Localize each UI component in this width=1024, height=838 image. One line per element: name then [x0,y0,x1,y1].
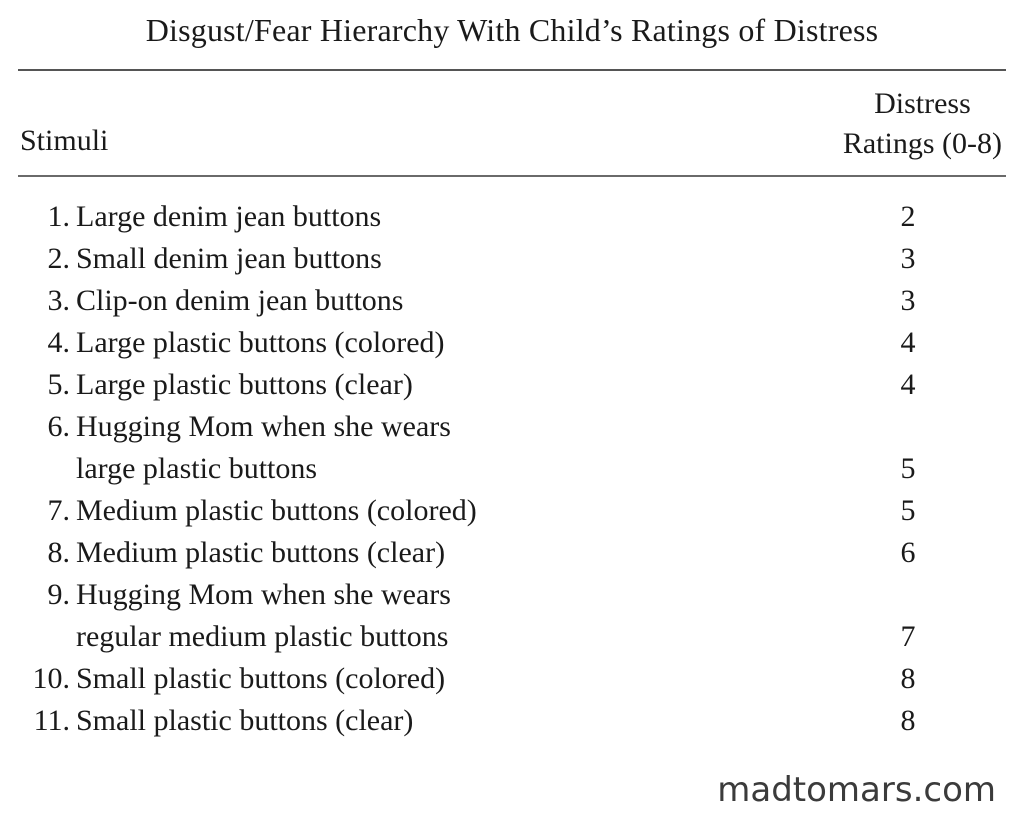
row-rating: 5 [900,452,916,485]
table-row [0,280,1024,322]
table-row [0,196,1024,238]
row-stimulus: Medium plastic buttons (clear) [76,536,446,569]
column-header-ratings-line1: Distress [874,87,971,120]
row-rating: 4 [900,326,916,359]
row-stimulus: Clip-on denim jean buttons [76,284,404,317]
watermark: madtomars.com [717,770,996,810]
table-body [0,196,1024,742]
table-row [0,364,1024,406]
table-title: Disgust/Fear Hierarchy With Child’s Ratings of Distress [145,12,879,48]
column-header-ratings [843,84,1002,164]
row-stimulus: Medium plastic buttons (colored) [76,494,477,527]
row-rating: 6 [900,536,916,569]
row-rating: 5 [900,494,916,527]
row-stimulus: Hugging Mom when she wears regular medium plastic buttons [76,578,451,653]
row-number: 3. [47,284,70,317]
row-stimulus: Small plastic buttons (clear) [76,704,414,737]
row-rating: 3 [900,284,916,317]
row-stimulus: Large plastic buttons (colored) [76,326,445,359]
row-number: 1. [47,200,70,233]
row-number: 11. [33,704,70,737]
row-number: 7. [47,494,70,527]
row-stimulus: Hugging Mom when she wears large plastic buttons [76,410,451,485]
table-row [0,322,1024,364]
row-number: 9. [47,578,70,611]
table-row [0,406,1024,490]
top-rule [18,69,1006,71]
table-row [0,700,1024,742]
row-number: 2. [47,242,70,275]
row-number: 5. [47,368,70,401]
column-header-ratings-line2: Ratings (0-8) [842,127,1002,160]
column-header-stimuli: Stimuli [20,124,109,157]
row-rating: 7 [900,620,916,653]
row-stimulus: Large denim jean buttons [76,200,382,233]
row-stimulus: Large plastic buttons (clear) [76,368,413,401]
row-number: 10. [32,662,70,695]
row-number: 6. [47,410,70,443]
table-row [0,658,1024,700]
row-stimulus: Small plastic buttons (colored) [76,662,446,695]
row-rating: 2 [900,200,916,233]
row-rating: 8 [900,662,916,695]
table-row [0,532,1024,574]
row-number: 8. [47,536,70,569]
row-stimulus: Small denim jean buttons [76,242,382,275]
row-number: 4. [47,326,70,359]
row-rating: 8 [900,704,916,737]
table-row [0,490,1024,532]
row-rating: 4 [900,368,916,401]
header-rule [18,175,1006,177]
table-row [0,574,1024,658]
row-rating: 3 [900,242,916,275]
table-row [0,238,1024,280]
